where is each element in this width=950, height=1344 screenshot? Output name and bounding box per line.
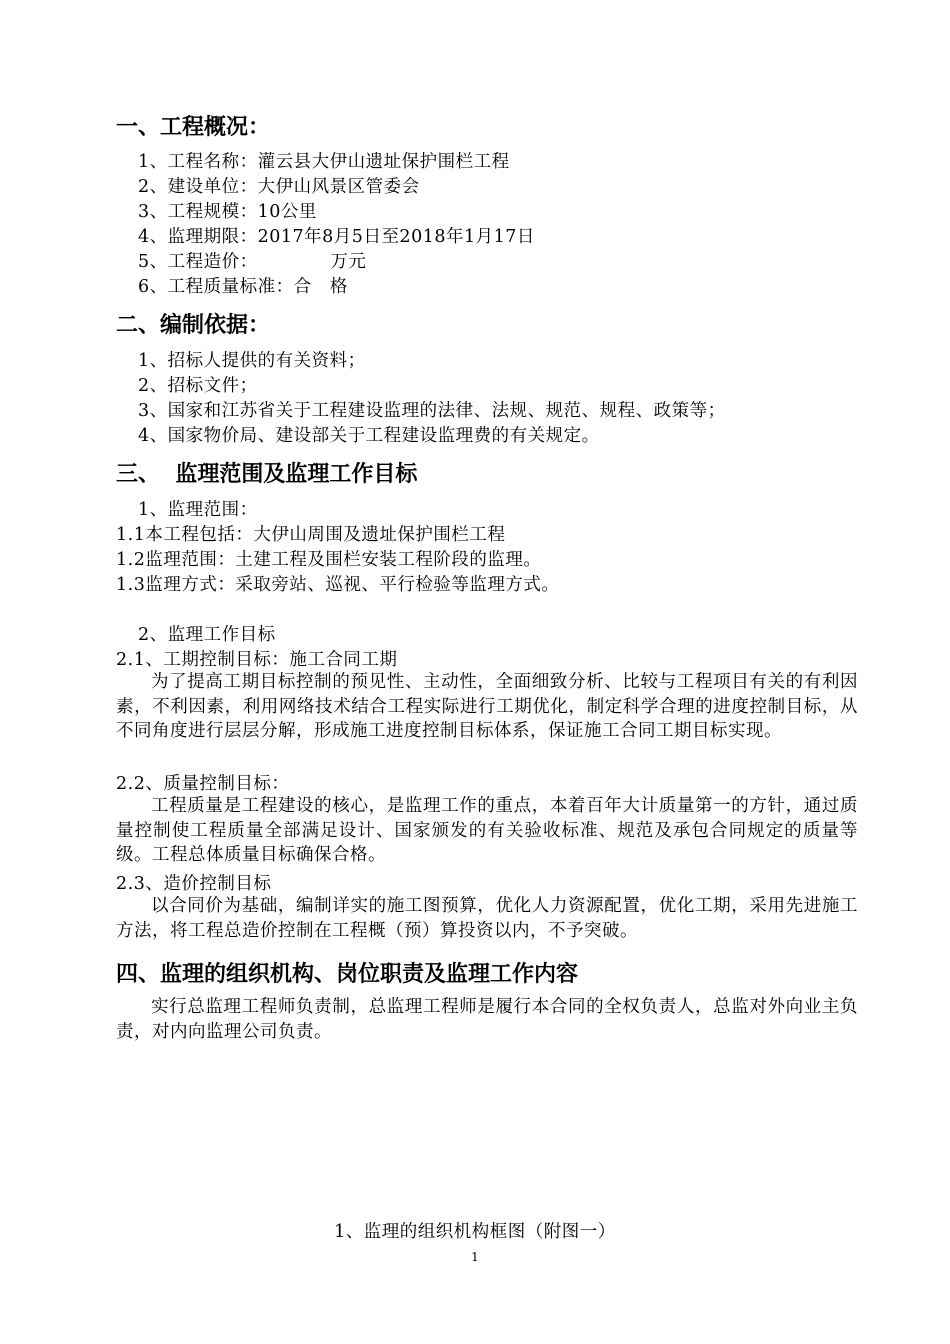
supervision-period-line: 4、监理期限：2017年8月5日至2018年1月17日 [138,227,535,247]
quality-goal-title: 2.2、质量控制目标： [116,774,290,794]
basis-item-4: 4、国家物价局、建设部关于工程建设监理费的有关规定。 [138,426,600,446]
scope-item-1: 1.1本工程包括：大伊山周围及遗址保护围栏工程 [116,525,506,545]
basis-item-3: 3、国家和江苏省关于工程建设监理的法律、法规、规范、规程、政策等； [138,401,726,421]
construction-unit-line: 2、建设单位：大伊山风景区管委会 [138,177,420,197]
section-heading-overview: 一、工程概况： [116,115,271,140]
organization-text: 实行总监理工程师负责制，总监理工程师是履行本合同的全权负责人，总监对外向业主负责，对内向监理公司负责。 [116,997,858,1042]
section-heading-organization: 四、监理的组织机构、岗位职责及监理工作内容 [116,962,579,987]
basis-item-1: 1、招标人提供的有关资料； [138,351,366,371]
project-cost-line: 5、工程造价： 万元 [138,252,367,272]
section-heading-basis: 二、编制依据： [116,313,271,338]
figure-caption: 1、监理的组织机构框图（附图一） [334,1222,616,1242]
project-name-line: 1、工程名称：灌云县大伊山遗址保护围栏工程 [138,152,510,172]
quality-standard-line: 6、工程质量标准：合 格 [138,277,348,297]
page-number: 1 [471,1250,479,1264]
goals-title: 2、监理工作目标 [138,625,276,645]
schedule-goal-title: 2.1、工期控制目标：施工合同工期 [116,650,398,670]
project-scale-line: 3、工程规模：10公里 [138,202,317,222]
schedule-goal-text: 为了提高工期目标控制的预见性、主动性，全面细致分析、比较与工程项目有关的有利因素，不利因素，利用网络技术结合工程实际进行工期优化，制定科学合理的进度控制目标，从不同角度进行层层分解，形成施工进度控制目标体系，保证施工合同工期目标实现。 [116,672,858,741]
quality-goal-text: 工程质量是工程建设的核心，是监理工作的重点，本着百年大计质量第一的方针，通过质量控制使工程质量全部满足设计、国家颁发的有关验收标准、规范及承包合同规定的质量等级。工程总体质量目标确保合格。 [116,796,858,865]
scope-item-2: 1.2监理范围：土建工程及围栏安装工程阶段的监理。 [116,550,542,570]
scope-title: 1、监理范围： [138,500,258,520]
cost-goal-title: 2.3、造价控制目标 [116,874,272,894]
basis-item-2: 2、招标文件； [138,376,258,396]
section-heading-scope: 三、 监理范围及监理工作目标 [116,462,418,487]
cost-goal-text: 以合同价为基础，编制详实的施工图预算，优化人力资源配置，优化工期，采用先进施工方法，将工程总造价控制在工程概（预）算投资以内，不予突破。 [116,896,858,941]
scope-item-3: 1.3监理方式：采取旁站、巡视、平行检验等监理方式。 [116,575,560,595]
